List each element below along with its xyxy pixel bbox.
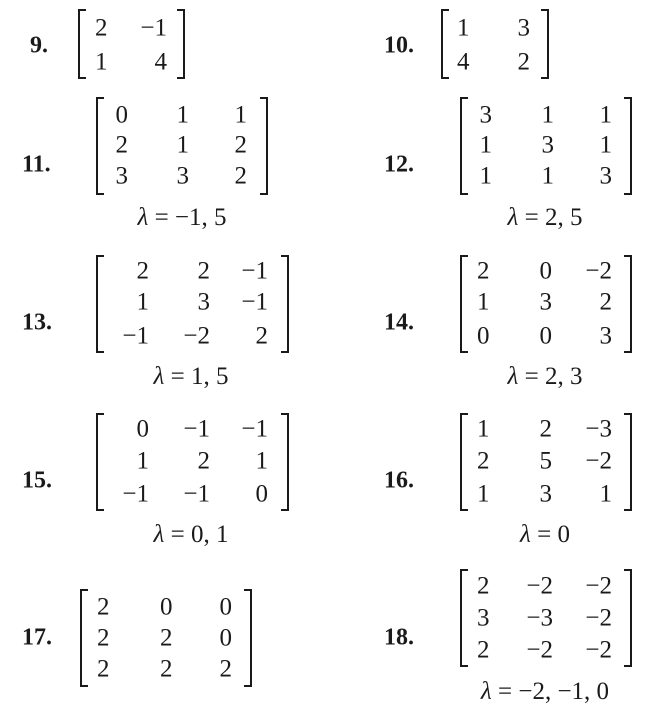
problem-number: 10. (384, 32, 414, 59)
matrix-cell: 2 (219, 655, 232, 683)
lambda-symbol: λ (507, 204, 519, 231)
matrix-cell: 3 (599, 162, 612, 190)
eigenvalues-label (508, 364, 583, 389)
matrix (96, 413, 289, 511)
matrix-cell: 2 (136, 257, 149, 285)
problem-number: 17. (22, 624, 52, 651)
matrix-cell: 1 (457, 14, 470, 42)
matrix-cell: 2 (477, 636, 490, 664)
matrix-cell: 3 (599, 322, 612, 350)
problem-number: 13. (22, 309, 52, 336)
left-bracket (460, 413, 468, 511)
eigenvalues: = 2, 3 (524, 363, 583, 390)
matrix (460, 97, 632, 195)
eigenvalues-label (154, 522, 229, 547)
problem-number: 18. (384, 624, 414, 651)
matrix-cell: 0 (219, 624, 232, 652)
matrix-cell: 2 (539, 415, 552, 443)
left-bracket (80, 589, 88, 687)
matrix-cell: 3 (517, 14, 530, 42)
matrix-cell: 3 (115, 162, 128, 190)
eigenvalues: = 0 (537, 521, 570, 548)
left-bracket (78, 9, 86, 79)
matrix-cell: 2 (97, 593, 110, 621)
matrix-cell: 2 (477, 447, 490, 475)
eigenvalues-label (520, 522, 570, 547)
eigenvalues-label (508, 205, 583, 230)
matrix-cell: 2 (599, 288, 612, 316)
matrix-cell: 2 (95, 14, 108, 42)
matrix (441, 9, 549, 79)
left-bracket (460, 569, 468, 667)
matrix-cell: 2 (115, 131, 128, 159)
matrix-cell: 0 (136, 415, 149, 443)
matrix-cell: −1 (140, 14, 167, 42)
matrix-cell: 3 (197, 288, 210, 316)
matrix (78, 9, 185, 79)
matrix-cell: −2 (585, 257, 612, 285)
matrix-cell: 3 (479, 101, 492, 129)
matrix-cell: −1 (122, 480, 149, 508)
left-bracket (96, 255, 104, 353)
matrix (460, 413, 632, 511)
matrix-cell: −3 (526, 604, 553, 632)
left-bracket (460, 255, 468, 353)
matrix-cell: 0 (219, 593, 232, 621)
matrix-cell: −1 (183, 415, 210, 443)
matrix-cell: 3 (539, 480, 552, 508)
matrix-cell: −1 (241, 257, 268, 285)
matrix-cell: 5 (539, 447, 552, 475)
matrix-cell: 4 (154, 48, 167, 76)
matrix-cell: 1 (255, 447, 268, 475)
eigenvalues: = 0, 1 (170, 521, 229, 548)
matrix-cell: 2 (160, 624, 173, 652)
matrix-cell: 1 (234, 101, 247, 129)
matrix-cell: 0 (115, 101, 128, 129)
right-bracket (177, 9, 185, 79)
matrix-cell: 2 (197, 257, 210, 285)
matrix-cell: 1 (477, 480, 490, 508)
matrix-cell: −1 (122, 322, 149, 350)
matrix-cell: −1 (183, 480, 210, 508)
matrix-cell: −2 (526, 572, 553, 600)
matrix-cell: 2 (477, 257, 490, 285)
matrix-cell: 3 (477, 604, 490, 632)
problem-number: 14. (384, 309, 414, 336)
matrix-cell: 2 (97, 655, 110, 683)
eigenvalues-label (481, 679, 609, 704)
matrix-cell: 0 (477, 322, 490, 350)
right-bracket (624, 97, 632, 195)
problem-number: 11. (22, 151, 51, 178)
matrix-cell: 4 (457, 48, 470, 76)
matrix-cell: −2 (585, 636, 612, 664)
matrix-cell: 1 (541, 162, 554, 190)
eigenvalues-label (154, 364, 229, 389)
matrix-cell: 1 (599, 480, 612, 508)
matrix-cell: 1 (95, 48, 108, 76)
matrix-cell: 1 (479, 162, 492, 190)
matrix-cell: −2 (585, 604, 612, 632)
right-bracket (624, 413, 632, 511)
matrix-cell: −3 (585, 415, 612, 443)
matrix-cell: 1 (599, 101, 612, 129)
lambda-symbol: λ (480, 678, 492, 705)
right-bracket (624, 569, 632, 667)
matrix-cell: 2 (97, 624, 110, 652)
matrix-cell: 3 (539, 288, 552, 316)
matrix-cell: −2 (526, 636, 553, 664)
matrix (80, 589, 252, 687)
matrix-cell: 2 (197, 447, 210, 475)
right-bracket (624, 255, 632, 353)
lambda-symbol: λ (507, 363, 519, 390)
problem-number: 16. (384, 467, 414, 494)
matrix-cell: 0 (160, 593, 173, 621)
matrix (96, 255, 289, 353)
eigenvalues: = 2, 5 (524, 204, 583, 231)
lambda-symbol: λ (520, 521, 531, 548)
matrix-cell: 2 (160, 655, 173, 683)
matrix-cell: 3 (541, 131, 554, 159)
matrix-cell: −2 (183, 322, 210, 350)
matrix-cell: −1 (241, 288, 268, 316)
matrix-cell: 3 (176, 162, 189, 190)
matrix-cell: 2 (255, 322, 268, 350)
matrix-cell: 2 (477, 572, 490, 600)
matrix-cell: 1 (136, 288, 149, 316)
matrix-cell: 1 (176, 131, 189, 159)
matrix-cell: −1 (241, 415, 268, 443)
eigenvalues: = −1, 5 (154, 204, 227, 231)
matrix-cell: 0 (255, 480, 268, 508)
lambda-symbol: λ (153, 363, 165, 390)
matrix (96, 97, 268, 195)
matrix-cell: 1 (477, 415, 490, 443)
left-bracket (460, 97, 468, 195)
matrix-cell: 1 (599, 131, 612, 159)
matrix-cell: 1 (479, 131, 492, 159)
lambda-symbol: λ (153, 521, 165, 548)
left-bracket (96, 413, 104, 511)
matrix (460, 569, 632, 667)
problem-number: 9. (30, 32, 48, 59)
left-bracket (441, 9, 449, 79)
matrix-cell: 1 (176, 101, 189, 129)
right-bracket (244, 589, 252, 687)
matrix-cell: 1 (477, 288, 490, 316)
right-bracket (281, 413, 289, 511)
matrix-cell: 1 (541, 101, 554, 129)
matrix-cell: −2 (585, 572, 612, 600)
matrix-cell: 2 (234, 131, 247, 159)
matrix-cell: 2 (234, 162, 247, 190)
right-bracket (541, 9, 549, 79)
matrix-cell: 1 (136, 447, 149, 475)
problem-number: 15. (22, 467, 52, 494)
matrix-cell: −2 (585, 447, 612, 475)
eigenvalues: = −2, −1, 0 (498, 678, 610, 705)
eigenvalues: = 1, 5 (170, 363, 229, 390)
right-bracket (281, 255, 289, 353)
matrix-cell: 0 (539, 322, 552, 350)
matrix-cell: 0 (539, 257, 552, 285)
left-bracket (96, 97, 104, 195)
matrix-cell: 2 (517, 48, 530, 76)
lambda-symbol: λ (137, 204, 149, 231)
problem-number: 12. (384, 151, 414, 178)
right-bracket (260, 97, 268, 195)
matrix (460, 255, 632, 353)
eigenvalues-label (137, 205, 226, 230)
